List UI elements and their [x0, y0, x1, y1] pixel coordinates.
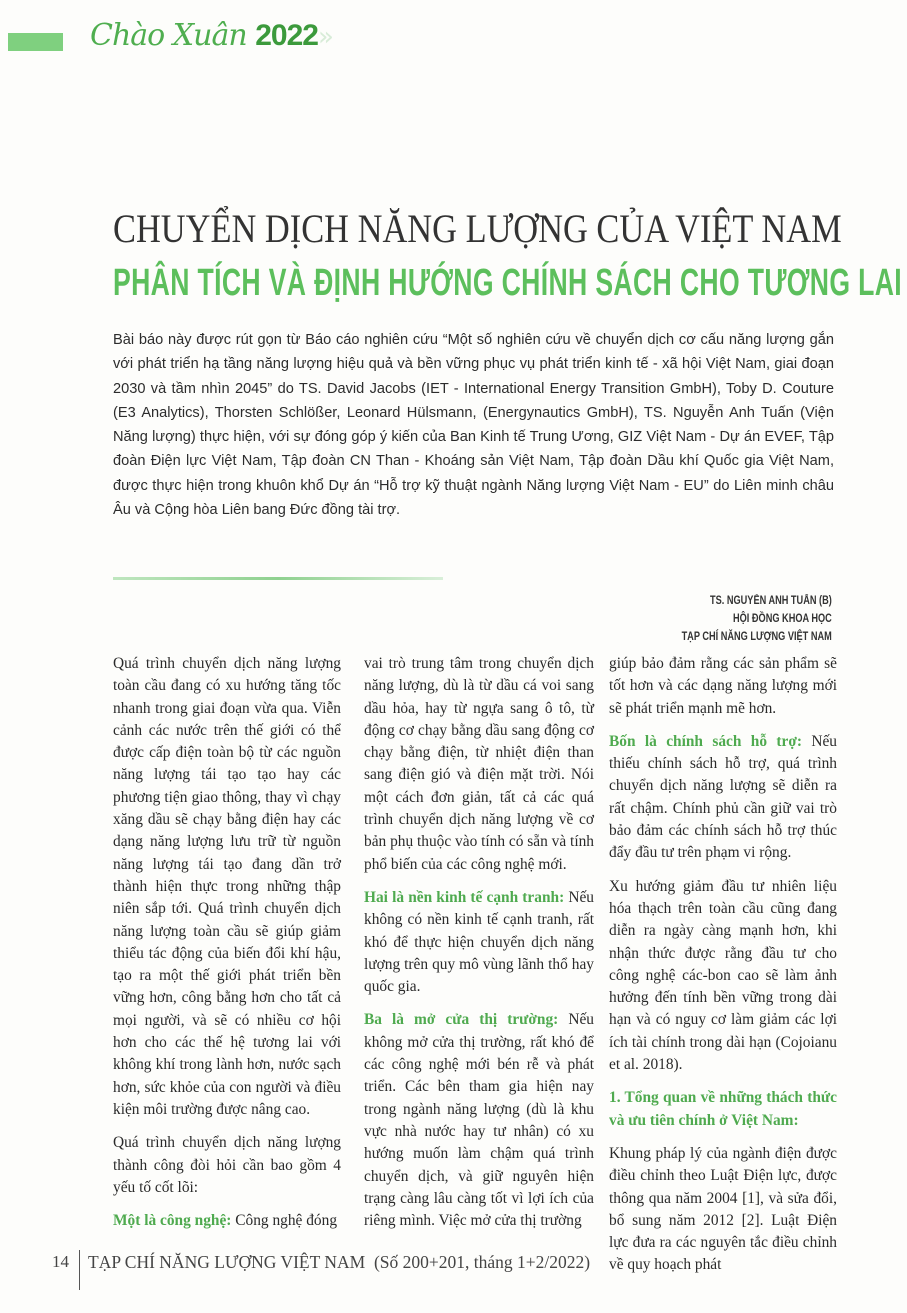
byline: [682, 592, 832, 646]
body-column-1: [113, 653, 341, 1243]
issue-info: (Số 200+201, tháng 1+2/2022): [373, 1252, 591, 1272]
body-column-2: [364, 653, 594, 1243]
page-number: 14: [52, 1252, 69, 1271]
footer-divider: [79, 1250, 80, 1290]
footer-journal: [88, 1252, 590, 1273]
paragraph: [609, 876, 837, 1077]
article-abstract: Bài báo này được rút gọn từ Báo cáo nghiên cứu “Một số nghiên cứu về chuyển dịch cơ cấu năng lượng gắn với phát triển hạ tầng năng lượng hiệu quả và bền vững phục vụ phát triển kinh tế - xã hội Việt Nam, giai đoạn 2030 và tầm nhìn 2045” do TS. David Jacobs (IET - International Energy Transition GmbH), Toby D. Couture (E3 Analytics), Thorsten Schlößer, Leonard Hülsmann, (Energynautics GmbH), TS. Nguyễn Anh Tuấn (Viện Năng lượng) thực hiện, với sự đóng góp ý kiến của Ban Kinh tế Trung Ương, GIZ Việt Nam - Dự án EVEF, Tập đoàn Điện lực Việt Nam, Tập đoàn CN Than - Khoáng sản Việt Nam, Tập đoàn Dầu khí Quốc gia Việt Nam, được thực hiện trong khuôn khổ Dự án “Hỗ trợ kỹ thuật ngành Năng lượng Việt Nam - EU” do Liên minh châu Âu và Cộng hòa Liên bang Đức đồng tài trợ.: [113, 332, 834, 519]
section-year: 2022: [255, 19, 318, 52]
paragraph-text: Nếu không có nền kinh tế cạnh tranh, rất khó để thực hiện chuyển dịch năng lượng trên quy mô vùng lãnh thổ hay quốc gia.: [364, 888, 594, 996]
article-title: CHUYỂN DỊCH NĂNG LƯỢNG CỦA VIỆT NAM: [113, 206, 842, 251]
paragraph-text: Nếu thiếu chính sách hỗ trợ, quá trình chuyển dịch năng lượng sẽ diễn ra rất chậm. Chính phủ cần giữ vai trò bảo đảm các chính sách hỗ trợ thúc đẩy đầu tư trên phạm vi rộng.: [609, 732, 837, 862]
header-accent-bar: [8, 33, 63, 51]
paragraph-text: Công nghệ đóng: [231, 1212, 338, 1230]
paragraph-lead: Hai là nền kinh tế cạnh tranh:: [364, 888, 565, 906]
journal-name: TẠP CHÍ NĂNG LƯỢNG VIỆT NAM: [88, 1252, 366, 1272]
paragraph: Quá trình chuyển dịch năng lượng thành công đòi hỏi cần bao gồm 4 yếu tố cốt lõi:: [113, 1134, 341, 1196]
author-org: TẠP CHÍ NĂNG LƯỢNG VIỆT NAM: [681, 631, 832, 643]
paragraph-lead: Ba là mở cửa thị trường:: [364, 1011, 559, 1029]
paragraph: [364, 887, 594, 998]
divider: [113, 577, 443, 580]
paragraph-text: Xu hướng giảm đầu tư nhiên liệu hóa thạch trên toàn cầu cũng đang diễn ra ngày càng mạnh hơn, khi nhận thức được rằng đầu tư cho công nghệ các-bon cao sẽ làm ảnh hưởng đến tính bền vững trong dài hạn và có nguy cơ làm giảm các lợi ích tài chính trong dài hạn (Cojoianu et al. 2018).: [609, 877, 837, 1074]
double-chevron-right-icon: »: [318, 22, 334, 52]
paragraph-text: Khung pháp lý của ngành điện được điều chỉnh theo Luật Điện lực, được thông qua năm 2004 [1], và sửa đổi, bổ sung năm 2012 [2]. Luật Điện lực đưa ra các nguyên tắc điều chỉnh về quy hoạch phát: [609, 1144, 837, 1274]
author: TS. NGUYỄN ANH TUẤN (B): [710, 595, 832, 607]
paragraph: [609, 731, 837, 865]
paragraph-text: Nếu không mở cửa thị trường, rất khó để các công nghệ mới bén rễ và phát triển. Các bên tham gia hiện nay trong ngành năng lượng (dù là khu vực nhà nước hay tư nhân) có xu hướng muốn làm chậm quá trình chuyển dịch, và giữ nguyên hiện trạng càng lâu càng tốt vì lợi ích của riêng mình. Việc mở cửa thị trường: [364, 1011, 594, 1230]
author-role: HỘI ĐỒNG KHOA HỌC: [733, 613, 832, 625]
paragraph-lead: Bốn là chính sách hỗ trợ:: [609, 732, 802, 750]
paragraph-text: giúp bảo đảm rằng các sản phẩm sẽ tốt hơn và các dạng năng lượng mới sẽ phát triển mạnh mẽ hơn.: [609, 655, 837, 717]
section-logo: [90, 18, 318, 53]
section-title: Chào Xuân: [90, 18, 247, 53]
body-column-3: [609, 653, 837, 1274]
paragraph: [609, 1143, 837, 1277]
section-heading: 1. Tổng quan về những thách thức và ưu tiên chính ở Việt Nam:: [609, 1089, 837, 1129]
article-subtitle: PHÂN TÍCH VÀ ĐỊNH HƯỚNG CHÍNH SÁCH CHO TƯƠNG LAI: [113, 262, 903, 304]
paragraph: Quá trình chuyển dịch năng lượng toàn cầu đang có xu hướng tăng tốc nhanh trong giai đoạn vừa qua. Viễn cảnh các nước trên thế giới có thể được cấp điện toàn bộ từ các nguồn năng lượng tái tạo tạo hay các phương tiện giao thông, thay vì chạy xăng dầu sẽ chạy bằng điện hay các dạng năng lượng lưu trữ từ nguồn năng lượng tái tạo đang dần trở thành hiện thực trong những thập niên sắp tới. Quá trình chuyển dịch năng lượng toàn cầu sẽ giúp giảm thiểu tác động của biến đổi khí hậu, tạo ra một thế giới phát triển bền vững hơn, công bằng hơn cho tất cả mọi người, và sẽ có nhiều cơ hội hơn cho các thế hệ tương lai với không khí trong lành hơn, nước sạch hơn, sức khỏe của con người và điều kiện môi trường được nâng cao.: [113, 655, 341, 1118]
paragraph-lead: Một là công nghệ:: [113, 1212, 232, 1230]
paragraph: [609, 653, 837, 720]
paragraph: [113, 1210, 341, 1232]
paragraph: [364, 653, 594, 876]
paragraph-text: vai trò trung tâm trong chuyển dịch năng lượng, dù là từ dầu cá voi sang dầu hỏa, hay từ ngựa sang ô tô, từ động cơ chạy bằng dầu sang động cơ chạy bằng điện, từ nhiệt điện than sang điện gió và điện mặt trời. Nói một cách đơn giản, tất cả các quá trình chuyển dịch năng lượng về cơ bản phụ thuộc vào tính có sẵn và tính phổ biến của các công nghệ mới.: [364, 655, 594, 873]
paragraph: [364, 1009, 594, 1232]
